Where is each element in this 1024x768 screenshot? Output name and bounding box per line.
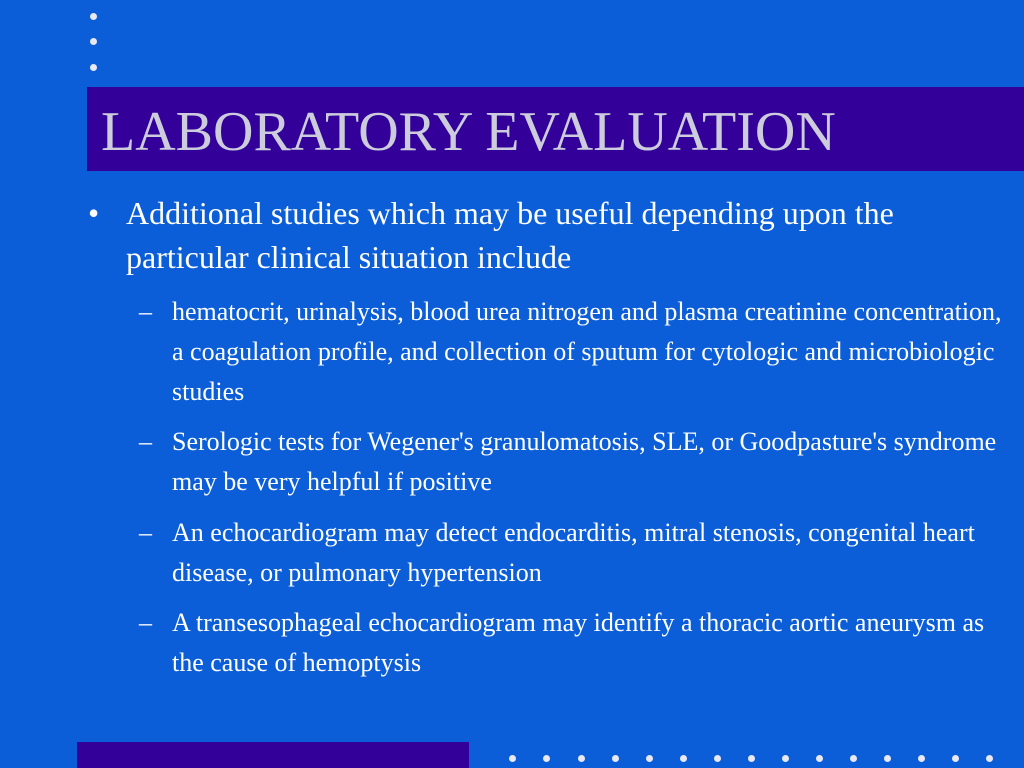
decor-dot — [782, 755, 789, 762]
decor-dot — [884, 755, 891, 762]
decor-dot — [578, 755, 585, 762]
sub-bullet — [139, 603, 1018, 683]
dash-glyph: – — [139, 427, 152, 456]
sub-bullet-text: An echocardiogram may detect endocarditis, mitral stenosis, congenital heart disease, or pulmonary hypertension — [172, 518, 975, 587]
decor-dot — [850, 755, 857, 762]
sub-bullet-text: hematocrit, urinalysis, blood urea nitrogen and plasma creatinine concentration, a coagulation profile, and collection of sputum for cytologic and microbiologic studies — [172, 297, 1002, 406]
decor-dot — [952, 755, 959, 762]
sub-bullet — [139, 292, 1018, 412]
main-bullet-text: Additional studies which may be useful depending upon the particular clinical situation include — [126, 195, 894, 275]
decor-dot — [612, 755, 619, 762]
decor-dot — [748, 755, 755, 762]
decor-dot — [680, 755, 687, 762]
decor-dot — [90, 13, 97, 20]
decor-dot — [646, 755, 653, 762]
sub-bullet-text: A transesophageal echocardiogram may identify a thoracic aortic aneurysm as the cause of hemoptysis — [172, 608, 985, 677]
footer-bar — [77, 742, 469, 768]
decor-dot — [90, 64, 97, 71]
sub-bullet — [139, 422, 1018, 502]
bullet-glyph: • — [88, 195, 100, 231]
decor-dot — [509, 755, 516, 762]
decor-dot — [543, 755, 550, 762]
decor-dot — [816, 755, 823, 762]
decor-dot — [918, 755, 925, 762]
decor-dot — [90, 38, 97, 45]
sub-bullet-text: Serologic tests for Wegener's granulomatosis, SLE, or Goodpasture's syndrome may be very helpful if positive — [172, 427, 997, 496]
decor-dot — [714, 755, 721, 762]
dash-glyph: – — [139, 297, 152, 326]
dash-glyph: – — [139, 608, 152, 637]
decor-dot — [986, 755, 993, 762]
main-bullet — [88, 191, 956, 279]
slide-title: LABORATORY EVALUATION — [101, 101, 836, 163]
dash-glyph: – — [139, 518, 152, 547]
sub-bullet — [139, 513, 1018, 593]
